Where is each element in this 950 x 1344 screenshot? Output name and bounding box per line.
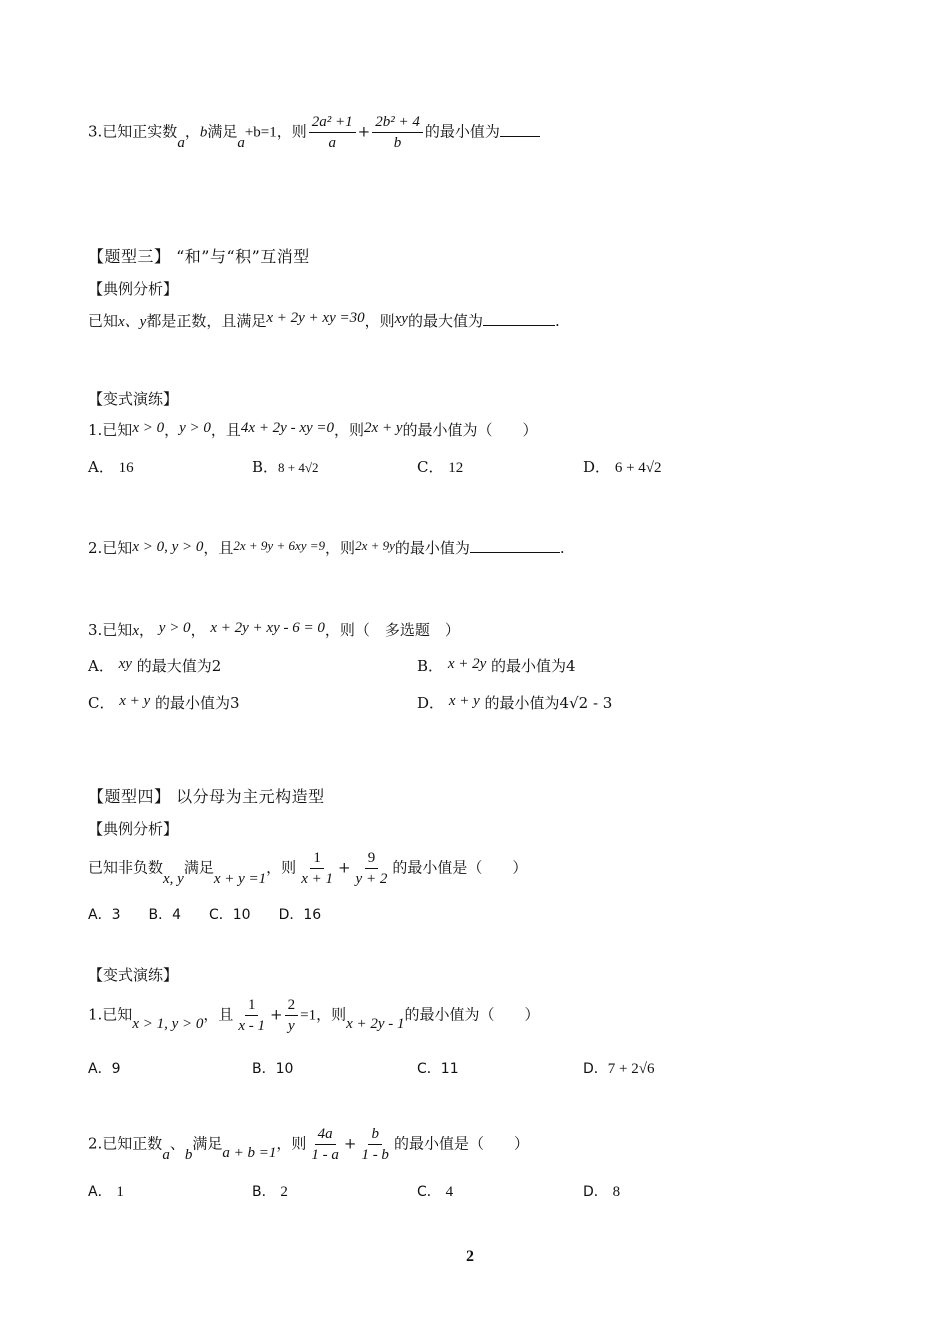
- option-a[interactable]: A． 16: [88, 458, 134, 476]
- section-4-title: 【题型四】 以分母为主元构造型: [88, 787, 325, 806]
- option-b[interactable]: B． x + 2y 的最小值为4: [417, 656, 576, 675]
- fraction: $\frac{1}{x + 1}$: [301, 850, 333, 887]
- practice-label: 【变式演练】: [88, 390, 179, 408]
- answer-blank[interactable]: [483, 311, 555, 326]
- fraction: $\frac{b}{1 - b}$: [361, 1126, 389, 1163]
- option-a[interactable]: A． xy 的最大值为2: [88, 656, 222, 675]
- section-3-title: 【题型三】 “和”与“积”互消型: [88, 247, 310, 266]
- fraction: $\frac{1}{x - 1}$: [238, 997, 266, 1034]
- option-d[interactable]: D．7 + 2√6: [583, 1061, 655, 1077]
- option-c[interactable]: C． 12: [417, 458, 464, 476]
- practice-label: 【变式演练】: [88, 966, 179, 984]
- fraction: $\frac{2}{y}$: [285, 995, 299, 1036]
- option-b[interactable]: B．10: [252, 1061, 294, 1077]
- option-d[interactable]: D． 6 + 4√2: [583, 458, 662, 476]
- question-3-top: 3.已知正实数a，b满足a+b=1，则 $\frac{\text{2a² +1}}{a}$ + $\frac{\text{2b² + 4}}{b}$ 的最小值为: [88, 112, 540, 153]
- example-question: 已知非负数x, y满足x + y =1，则 $\frac{1}{x + 1}$ + $\frac{9}{y + 2}$ 的最小值是（ ）: [88, 850, 528, 887]
- example-label: 【典例分析】: [88, 820, 179, 838]
- fraction: $\frac{9}{y + 2}$: [355, 850, 388, 887]
- fraction: $\frac{\text{2a² +1}}{a}$: [309, 112, 356, 153]
- option-c[interactable]: C． x + y 的最小值为3: [88, 693, 240, 712]
- answer-blank[interactable]: [470, 538, 560, 553]
- answer-blank[interactable]: [500, 122, 540, 137]
- option-d[interactable]: D． x + y 的最小值为4√2 - 3: [417, 693, 613, 712]
- practice-question-2: 2.已知正数a、b满足a + b =1，则 $\frac{4a}{1 - a}$ + $\frac{b}{1 - b}$ 的最小值是（ ）: [88, 1126, 529, 1163]
- option-a[interactable]: A． 1: [88, 1184, 124, 1200]
- practice-question-1: 1.已知x > 0，y > 0，且4x + 2y - xy =0，则2x + y的最小值为（ ）: [88, 420, 538, 439]
- example-options[interactable]: A．3 B．4 C．10 D．16: [88, 907, 322, 923]
- fraction: $\frac{4a}{1 - a}$: [311, 1126, 339, 1163]
- option-c[interactable]: C． 4: [417, 1184, 454, 1200]
- option-a[interactable]: A．9: [88, 1061, 121, 1077]
- option-d[interactable]: D． 8: [583, 1184, 621, 1200]
- fraction: $\frac{\text{2b² + 4}}{b}$: [372, 112, 423, 153]
- practice-question-2: 2.已知x > 0, y > 0，且2x + 9y + 6xy =9，则2x + 9y的最小值为 .: [88, 538, 565, 557]
- practice-question-1: 1.已知x > 1, y > 0，且 $\frac{1}{x - 1}$ + $\frac{2}{y}$ =1，则x + 2y - 1的最小值为（ ）: [88, 997, 540, 1034]
- option-c[interactable]: C．11: [417, 1061, 459, 1077]
- example-label: 【典例分析】: [88, 280, 179, 298]
- page-number: 2: [466, 1248, 474, 1265]
- practice-question-3: 3.已知x， y > 0， x + 2y + xy - 6 = 0，则（ 多选题 ）: [88, 620, 460, 639]
- option-b[interactable]: B． 2: [252, 1184, 288, 1200]
- example-question: 已知x、y都是正数，且满足x + 2y + xy =30，则xy的最大值为 .: [88, 310, 560, 330]
- option-b[interactable]: B．8 + 4√2: [252, 458, 319, 476]
